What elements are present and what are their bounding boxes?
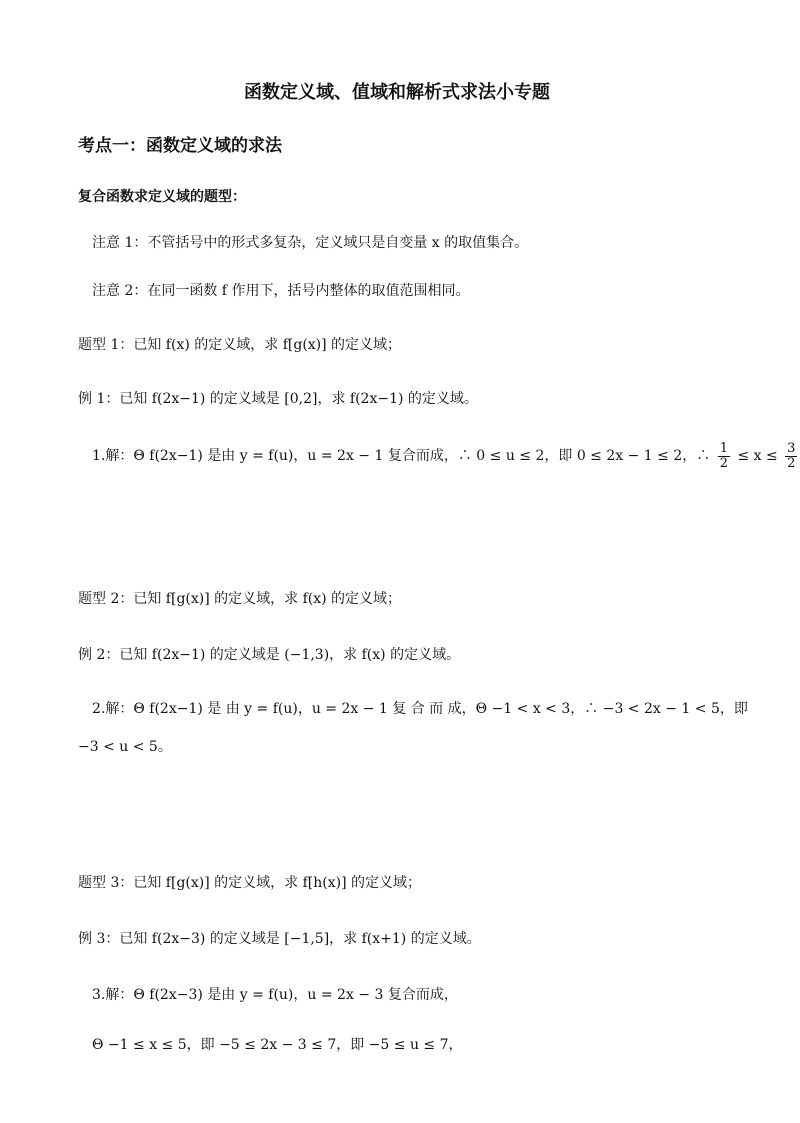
example-3: 例 3：已知 f(2x−3) 的定义域是 [−1,5]，求 f(x+1) 的定义域。 [78, 931, 481, 947]
solution-3-line-1: 3.解：Θ f(2x−3) 是由 y = f(u)，u = 2x − 3 复合而成， [92, 987, 458, 1003]
subsection-heading: 复合函数求定义域的题型： [78, 189, 246, 205]
solution-1-text: 1.解：Θ f(2x−1) 是由 y = f(u)，u = 2x − 1 复合而成，∴ 0 ≤ u ≤ 2，即 0 ≤ 2x − 1 ≤ 2，∴ [92, 448, 711, 464]
type-1: 题型 1：已知 f(x) 的定义域，求 f[g(x)] 的定义域； [78, 337, 402, 353]
solution-1 [92, 436, 800, 476]
example-2: 例 2：已知 f(2x−1) 的定义域是 (−1,3)，求 f(x) 的定义域。 [78, 647, 461, 663]
fraction-one-half [718, 442, 730, 471]
example-1: 例 1：已知 f(2x−1) 的定义域是 [0,2]，求 f(2x−1) 的定义域。 [78, 391, 478, 407]
page-title: 函数定义域、值域和解析式求法小专题 [244, 82, 550, 103]
type-2: 题型 2：已知 f[g(x)] 的定义域，求 f(x) 的定义域； [78, 591, 402, 607]
type-3: 题型 3：已知 f[g(x)] 的定义域，求 f[h(x)] 的定义域； [78, 875, 421, 891]
fraction-numerator: 3 [787, 440, 796, 456]
solution-2-line-2: −3 < u < 5。 [78, 739, 172, 755]
section-heading: 考点一：函数定义域的求法 [78, 136, 282, 156]
solution-1-middle: ≤ x ≤ [737, 448, 778, 464]
fraction-denominator: 2 [787, 455, 796, 471]
fraction-numerator: 1 [719, 440, 728, 456]
note-1: 注意 1：不管括号中的形式多复杂，定义域只是自变量 x 的取值集合。 [92, 235, 529, 251]
fraction-three-halves [785, 442, 797, 471]
fraction-denominator: 2 [719, 455, 728, 471]
solution-3-line-2: Θ −1 ≤ x ≤ 5，即 −5 ≤ 2x − 3 ≤ 7，即 −5 ≤ u ≤ 7， [92, 1037, 463, 1053]
solution-2-line-1: 2.解：Θ f(2x−1) 是 由 y = f(u)，u = 2x − 1 复 合 而 成，Θ −1 < x < 3，∴ −3 < 2x − 1 < 5，即 [92, 701, 748, 717]
note-2: 注意 2：在同一函数 f 作用下，括号内整体的取值范围相同。 [92, 283, 470, 299]
